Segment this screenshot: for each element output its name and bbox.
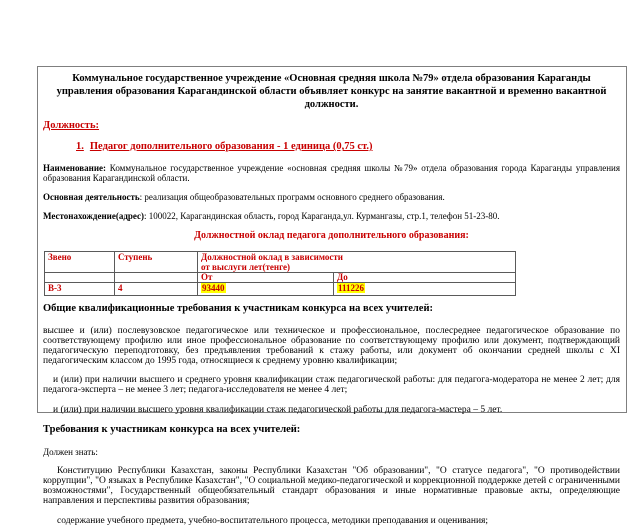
- detail-name-value: Коммунальное государственное учреждение «основная средняя школы №79» отдела образования города Караганды управления образования Карагандинской области.: [43, 162, 621, 183]
- general-requirements-paragraph: и (или) при наличии высшего уровня квалификации стаж педагогической работы для педагога-мастера – 5 лет.: [53, 404, 503, 415]
- zveno-header: Звено: [45, 252, 115, 273]
- from-header: От: [198, 273, 334, 283]
- salary-table-subheader-row: [45, 273, 516, 283]
- knowledge-paragraph: Конституцию Республики Казахстан, законы Республики Казахстан "Об образовании", "О статусе педагога", "О противодействии коррупции", "О языках в Республике Казахстан", "О социальной медико-педагогической и коррекционной поддержке детей с ограниченными возможностями", Государственный общеобязательный стандарт образования и иные нормативные правовые акты, определяющие направления и перспективы развития образования;: [43, 466, 620, 507]
- position-heading: Должность:: [43, 119, 100, 131]
- salary-from-cell: [198, 283, 334, 296]
- knowledge-paragraph: содержание учебного предмета, учебно-воспитательного процесса, методики преподавания и оценивания;: [57, 515, 489, 526]
- zveno-empty-cell: [45, 273, 115, 283]
- detail-activity: [43, 192, 620, 202]
- salary-to-value: 111226: [338, 283, 365, 294]
- requirements-heading: Требования к участникам конкурса на всех учителей:: [43, 424, 301, 436]
- to-header: До: [334, 273, 516, 283]
- position-item: [76, 141, 620, 152]
- announcement-sheet: [37, 66, 627, 526]
- detail-name-label: Наименование:: [43, 162, 106, 173]
- stupen-header: Ступень: [115, 252, 198, 273]
- detail-activity-label: Основная деятельность: [43, 192, 140, 203]
- detail-address: [43, 211, 620, 221]
- salary-table-header-row: [45, 252, 516, 273]
- detail-activity-value: : реализация общеобразовательных программ основного среднего образования.: [139, 192, 445, 203]
- salary-table-data-row: [45, 283, 516, 296]
- salary-range-header-line1: Должностной оклад в зависимости: [201, 252, 343, 263]
- detail-name: [43, 163, 620, 183]
- stupen-empty-cell: [115, 273, 198, 283]
- salary-from-value: 93440: [202, 283, 225, 294]
- detail-address-value: : 100022, Карагандинская область, город Караганда,ул. Курмангазы, стр.1, телефон 51-23-80.: [144, 211, 500, 222]
- zveno-value: В-3: [45, 283, 115, 296]
- document-title: Коммунальное государственное учреждение «Основная средняя школа №79» отдела образования Караганды управления образования Карагандинской области объявляет конкурс на занятие вакантной и временно вакантной должности.: [56, 73, 607, 111]
- salary-table: [44, 251, 516, 296]
- general-requirements-paragraph: и (или) при наличии высшего и среднего уровня квалификации стаж педагогической работы: для педагога-модератора не менее 2 лет; для педагога-эксперта – не менее 3 лет; педагога-исследователя не менее 4 лет;: [43, 375, 620, 396]
- salary-range-header-line2: от выслуги лет(тенге): [201, 261, 291, 272]
- general-requirements-paragraph: высшее и (или) послевузовское педагогическое или техническое и профессиональное, послесреднее педагогическое образование по соответствующему профилю или иное профессиональное образование по соответствующему профилю или документ, подтверждающий педагогическую переподготовку, без предъявления требований к стажу работы, или документ об окончании средней школы с XI педагогическим классом до 1995 года, относящиеся к среднему уровню квалификации;: [43, 325, 620, 366]
- salary-heading: Должностной оклад педагога дополнительного образования:: [194, 230, 469, 242]
- stupen-value: 4: [115, 283, 198, 296]
- position-item-label: Педагог дополнительного образования - 1 единица (0,75 ст.): [89, 141, 373, 153]
- salary-to-cell: [334, 283, 516, 296]
- detail-address-label: Местонахождение(адрес): [43, 211, 144, 222]
- organization-details: [43, 163, 620, 222]
- salary-range-header: [198, 252, 516, 273]
- position-item-number: 1.: [76, 141, 84, 153]
- general-requirements-heading: Общие квалификационные требования к участникам конкурса на всех учителей:: [43, 303, 433, 315]
- should-know-label: Должен знать:: [43, 446, 98, 457]
